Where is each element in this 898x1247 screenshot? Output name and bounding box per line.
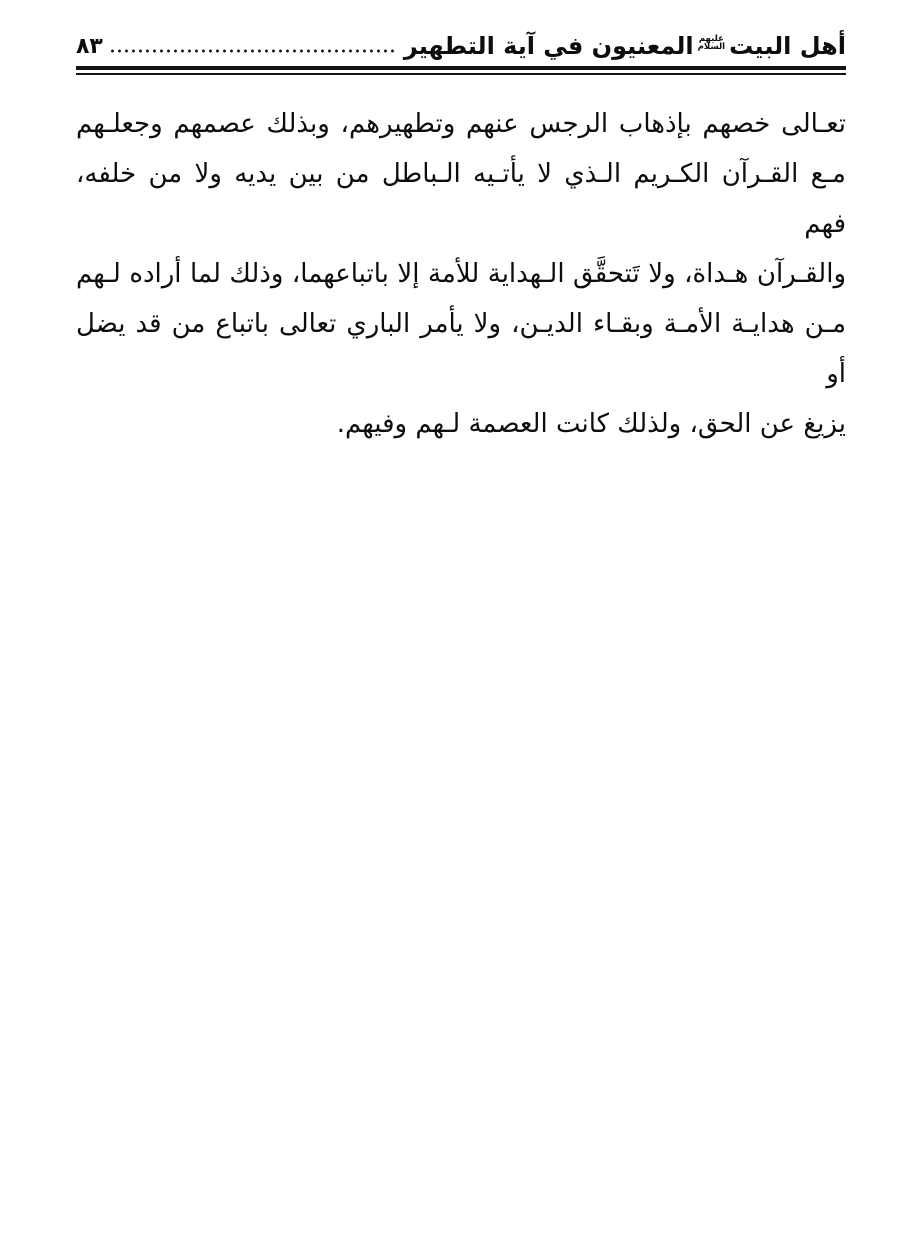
honorific-mark (698, 35, 725, 52)
page-header (76, 24, 846, 60)
honorific-line2: السلام (697, 42, 726, 52)
body-line-1: تعـالى خصهم بإذهاب الرجس عنهم وتطهيرهم، وبذلك عصمهم وجعلـهم (76, 109, 846, 139)
page-number: ٨٣ (76, 34, 103, 59)
running-title-part2: المعنيون في آية التطهير (403, 32, 694, 60)
body-line-4: مـن هدايـة الأمـة وبقـاء الديـن، ولا يأمر الباري تعالى باتباع من قد يضل أو (76, 309, 846, 389)
honorific-line1: عليهم (698, 33, 724, 44)
running-title (404, 32, 846, 60)
body-line-3: والقـرآن هـداة، ولا تَتحقَّق الـهداية للأمة إلا باتباعهما، وذلك لما أراده لـهم (76, 259, 846, 289)
body-line-5: يزيغ عن الحق، ولذلك كانت العصمة لـهم وفيهم. (336, 409, 846, 439)
body-line-2: مـع القـرآن الكـريم الـذي لا يأتـيه الـباطل من بين يديه ولا من خلفه، فهم (76, 159, 846, 239)
dotted-leader (111, 49, 394, 53)
header-rule (76, 66, 846, 75)
running-title-part1: أهل البيت (729, 32, 846, 60)
page-body (76, 99, 846, 449)
